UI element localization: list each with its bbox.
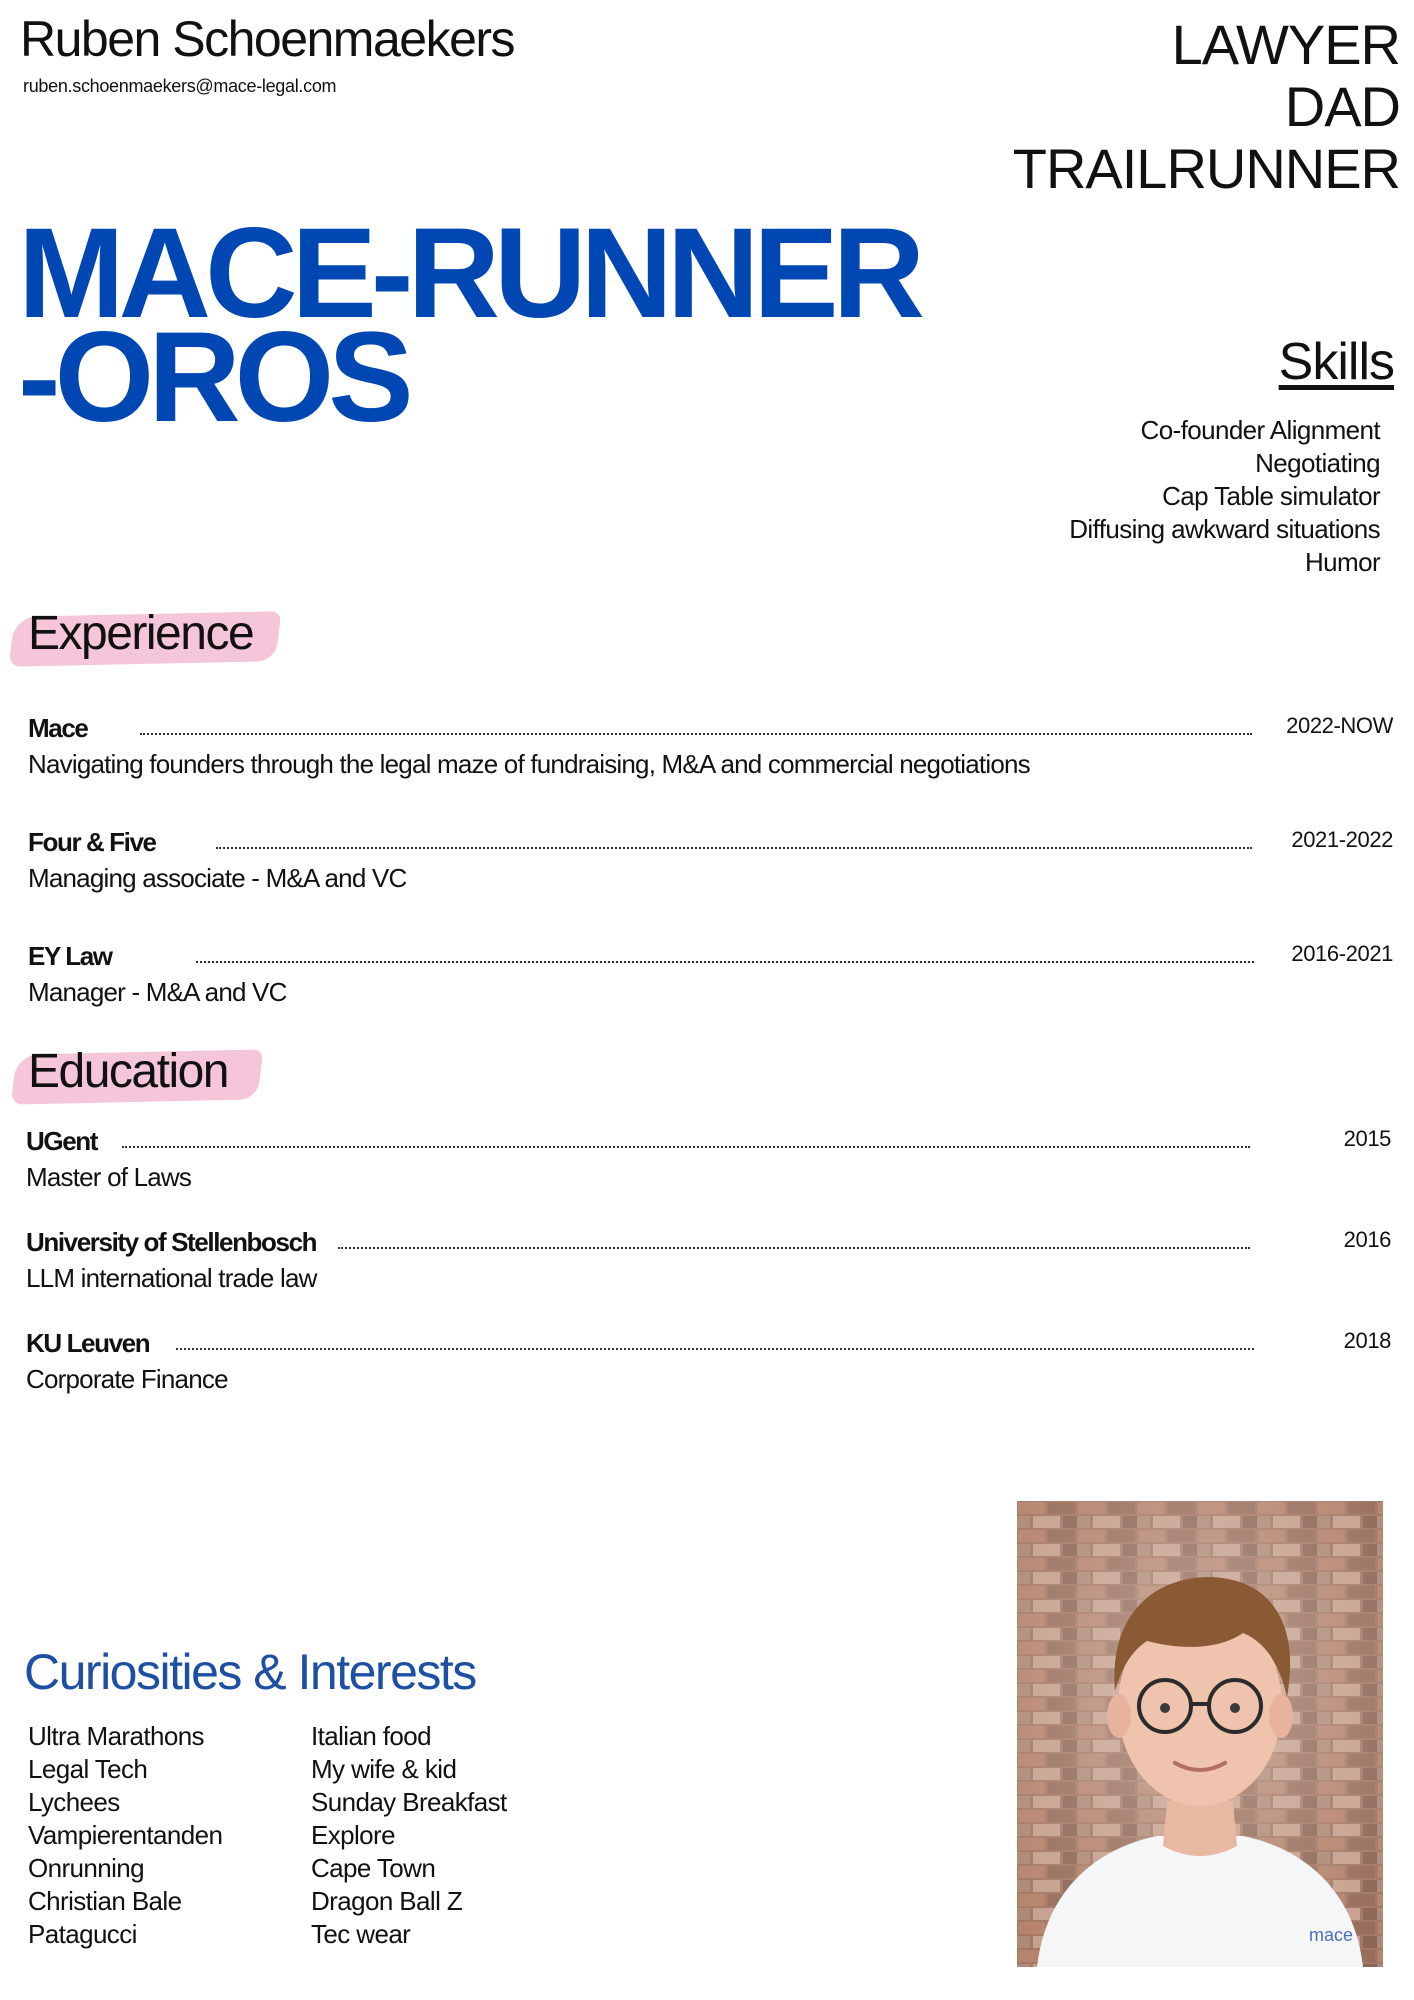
skill-item: Humor xyxy=(1304,547,1380,577)
interest-item: Onrunning xyxy=(28,1853,145,1883)
interest-item: Sunday Breakfast xyxy=(311,1787,507,1817)
shirt-logo: mace xyxy=(1309,1925,1354,1945)
interest-item: Christian Bale xyxy=(28,1886,182,1916)
person-name: Ruben Schoenmaekers xyxy=(20,11,515,67)
interest-item: Patagucci xyxy=(28,1919,137,1949)
interest-item: Lychees xyxy=(28,1787,120,1817)
interest-item: My wife & kid xyxy=(311,1754,457,1784)
interest-item: Cape Town xyxy=(311,1853,436,1883)
skills-heading: Skills xyxy=(1278,333,1394,391)
experience-entry xyxy=(28,827,1393,894)
interests-heading: Curiosities & Interests xyxy=(24,1644,476,1700)
skill-item: Co-founder Alignment xyxy=(1140,415,1380,445)
entry-organization: UGent xyxy=(26,1126,107,1157)
entry-description: Master of Laws xyxy=(26,1162,192,1192)
roles-list xyxy=(1013,14,1400,200)
headline-line-2: -OROS xyxy=(18,306,408,449)
interest-item: Legal Tech xyxy=(28,1754,148,1784)
profile-photo xyxy=(1017,1501,1383,1967)
entry-years: 2016-2021 xyxy=(1291,941,1393,966)
entry-description: Navigating founders through the legal maze of fundraising, M&A and commercial negotiations xyxy=(28,749,1030,779)
entry-years: 2021-2022 xyxy=(1291,827,1393,852)
entry-organization: Mace xyxy=(28,713,97,744)
interest-item: Vampierentanden xyxy=(28,1820,223,1850)
interests-list-right xyxy=(311,1720,507,1951)
entry-organization: Four & Five xyxy=(28,827,166,858)
entry-description: Corporate Finance xyxy=(26,1364,228,1394)
entry-organization: EY Law xyxy=(28,941,122,972)
interest-item: Dragon Ball Z xyxy=(311,1886,463,1916)
interest-item: Explore xyxy=(311,1820,395,1850)
education-entry xyxy=(26,1126,1391,1193)
skill-item: Cap Table simulator xyxy=(1162,481,1380,511)
skills-list xyxy=(1069,414,1380,579)
skill-item: Negotiating xyxy=(1255,448,1380,478)
skills-section xyxy=(1069,332,1394,579)
education-entry xyxy=(26,1227,1391,1294)
interest-item: Ultra Marathons xyxy=(28,1721,204,1751)
dotted-leader xyxy=(176,1348,1254,1350)
education-heading: Education xyxy=(28,1045,228,1098)
headline-title xyxy=(18,202,920,449)
education-entry xyxy=(26,1328,1391,1395)
dotted-leader xyxy=(140,733,1252,735)
entry-years: 2015 xyxy=(1343,1126,1391,1151)
entry-organization: KU Leuven xyxy=(26,1328,159,1359)
email-address[interactable]: ruben.schoenmaekers@mace-legal.com xyxy=(23,76,337,96)
dotted-leader xyxy=(122,1146,1250,1148)
dotted-leader xyxy=(196,961,1254,963)
dotted-leader xyxy=(216,847,1252,849)
experience-entry xyxy=(28,713,1393,780)
experience-heading: Experience xyxy=(28,607,254,660)
entry-years: 2018 xyxy=(1343,1328,1391,1353)
interests-list-left xyxy=(28,1720,222,1951)
entry-organization: University of Stellenbosch xyxy=(26,1227,326,1258)
role-lawyer: LAWYER xyxy=(1171,13,1400,76)
role-trailrunner: TRAILRUNNER xyxy=(1012,137,1400,200)
entry-description: LLM international trade law xyxy=(26,1263,317,1293)
skill-item: Diffusing awkward situations xyxy=(1069,514,1380,544)
interest-item: Tec wear xyxy=(311,1919,411,1949)
role-dad: DAD xyxy=(1284,75,1400,138)
entry-description: Manager - M&A and VC xyxy=(28,977,287,1007)
dotted-leader xyxy=(338,1247,1250,1249)
headline-line-1: MACE-RUNNER xyxy=(18,202,920,345)
entry-years: 2022-NOW xyxy=(1286,713,1393,738)
experience-entry xyxy=(28,941,1393,1008)
entry-description: Managing associate - M&A and VC xyxy=(28,863,407,893)
interest-item: Italian food xyxy=(311,1721,432,1751)
entry-years: 2016 xyxy=(1343,1227,1391,1252)
